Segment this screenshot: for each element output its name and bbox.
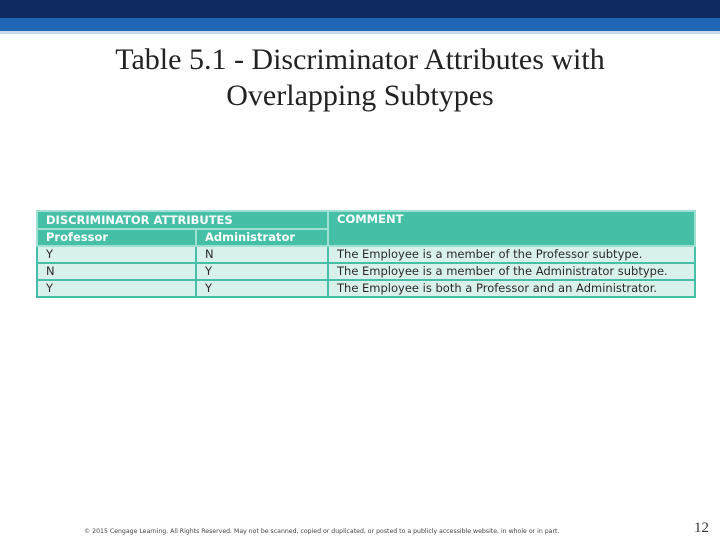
cell-professor: Y — [37, 246, 196, 263]
table-header-row — [37, 211, 695, 229]
top-banner-accent — [0, 18, 720, 31]
discriminator-table — [36, 210, 696, 298]
copyright-footer: © 2015 Cengage Learning. All Rights Reserved. May not be scanned, copied or duplicated, or posted to a publicly accessible website, in whole or in part. — [84, 528, 560, 535]
header-discriminator-attributes: DISCRIMINATOR ATTRIBUTES — [37, 211, 328, 229]
table-row — [37, 263, 695, 280]
top-banner-line — [0, 31, 720, 34]
cell-administrator: N — [196, 246, 328, 263]
header-administrator: Administrator — [196, 229, 328, 246]
cell-professor: Y — [37, 280, 196, 297]
header-professor: Professor — [37, 229, 196, 246]
cell-administrator: Y — [196, 263, 328, 280]
header-comment: COMMENT — [328, 211, 695, 246]
page-number: 12 — [694, 520, 709, 536]
table-row — [37, 280, 695, 297]
cell-professor: N — [37, 263, 196, 280]
cell-comment: The Employee is a member of the Administrator subtype. — [328, 263, 695, 280]
cell-comment: The Employee is a member of the Professor subtype. — [328, 246, 695, 263]
cell-administrator: Y — [196, 280, 328, 297]
table-row — [37, 246, 695, 263]
top-banner — [0, 0, 720, 18]
cell-comment: The Employee is both a Professor and an Administrator. — [328, 280, 695, 297]
slide-title: Table 5.1 - Discriminator Attributes with Overlapping Subtypes — [115, 43, 605, 112]
